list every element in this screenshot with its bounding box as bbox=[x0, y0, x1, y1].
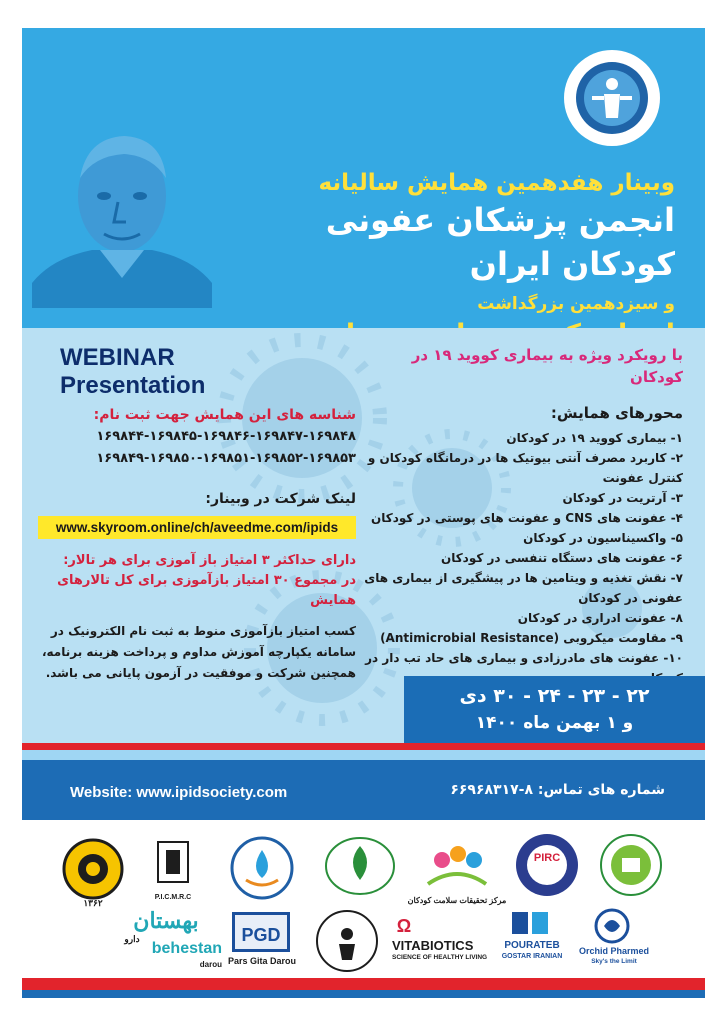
behestan-fa-sub: دارو bbox=[124, 934, 140, 944]
certificate-line-2: سامانه یکپارچه آموزش مداوم و پرداخت هزینه برنامه، bbox=[41, 645, 356, 659]
topic-item: ۴- عفونت های CNS و عفونت های پوستی در کودکان bbox=[371, 511, 683, 525]
certificate-line-3: همچنین شرکت و موفقیت در آزمون پایانی می باشد. bbox=[45, 666, 356, 680]
vitabiotics-icon: Ω bbox=[396, 916, 412, 936]
topic-item: ۵- واکسیناسیون در کودکان bbox=[523, 531, 683, 545]
pediatrics-society-logo bbox=[312, 908, 382, 974]
water-drop-logo bbox=[230, 836, 294, 900]
pouyateb-icon bbox=[510, 910, 550, 936]
pgd-logo: PGD bbox=[232, 912, 290, 952]
sponsor-logos bbox=[22, 826, 705, 978]
topic-item: ۱۰- عفونت های مادرزادی و بیماری های حاد تب دار در bbox=[365, 651, 683, 665]
link-title: لینک شرکت در وبینار: bbox=[205, 491, 356, 507]
topic-item: عفونی در کودکان bbox=[578, 591, 683, 605]
phrc-caption: مرکز تحقیقات سلامت کودکان bbox=[407, 896, 507, 905]
axes-title: محورهای همایش: bbox=[550, 404, 683, 422]
webinar-heading bbox=[60, 344, 205, 400]
focus-statement: با رویکرد ویژه به بیماری کووید ۱۹ در کودکان bbox=[411, 346, 683, 386]
society-seal-logo bbox=[598, 832, 664, 898]
behestan-en-logo: behestan bbox=[151, 940, 222, 957]
society-logo bbox=[562, 48, 662, 148]
certificate-line-1: کسب امتیاز بازآموزی منوط به ثبت نام الکترونیک در bbox=[50, 624, 356, 638]
webinar-link[interactable]: www.skyroom.online/ch/aveedme.com/ipids bbox=[38, 516, 356, 539]
footer-band bbox=[22, 760, 705, 820]
bottom-stripe-blue bbox=[22, 990, 705, 998]
orchid-logo: Orchid Pharmed bbox=[578, 946, 650, 956]
pgd-caption: Pars Gita Darou bbox=[227, 956, 297, 966]
webinar-line-2: Presentation bbox=[60, 372, 206, 399]
topic-item: کنترل عفونت bbox=[602, 471, 683, 485]
content-section bbox=[22, 328, 705, 743]
left-column bbox=[36, 404, 356, 684]
research-center-logo-1 bbox=[62, 838, 124, 900]
year-caption: ۱۳۶۲ bbox=[83, 898, 103, 908]
credit-line-1: دارای حداکثر ۳ امتیاز باز آموزی برای هر تالار: bbox=[63, 553, 356, 568]
portrait-illustration bbox=[32, 118, 212, 308]
bottom-stripe-red bbox=[22, 978, 705, 990]
behestan-fa-logo: بهستان bbox=[133, 908, 199, 933]
behestan-en-sub: darou bbox=[199, 960, 222, 969]
registration-ids-1: ۱۶۹۸۴۴-۱۶۹۸۴۵-۱۶۹۸۴۶-۱۶۹۸۴۷-۱۶۹۸۴۸ bbox=[96, 429, 356, 444]
contact-numbers: شماره های تماس: ۸-۶۶۹۶۸۳۱۷ bbox=[450, 782, 665, 798]
pouyateb-logo: POURATEB bbox=[504, 940, 560, 951]
orchid-icon bbox=[594, 908, 630, 944]
picmrc-logo bbox=[140, 838, 206, 892]
date-line-2: و ۱ بهمن ماه ۱۴۰۰ bbox=[475, 713, 634, 733]
title-line-1: وبینار هفدهمین همایش سالیانه bbox=[318, 170, 675, 196]
date-banner bbox=[404, 676, 705, 743]
topic-item: ۲- کاربرد مصرف آنتی بیوتیک ها در درمانگاه کودکان و bbox=[367, 451, 683, 465]
pirc-logo bbox=[514, 832, 580, 898]
orchid-tagline: Sky's the Limit bbox=[591, 958, 637, 965]
picmrc-caption: P.I.C.M.R.C bbox=[154, 894, 192, 901]
right-column bbox=[363, 344, 683, 688]
phrc-logo bbox=[412, 834, 502, 896]
topic-item: ۶- عفونت های دستگاه تنفسی در کودکان bbox=[440, 551, 683, 565]
poster bbox=[22, 28, 705, 998]
title-line-2: انجمن پزشکان عفونی کودکان ایران bbox=[325, 201, 675, 283]
website-link[interactable]: Website: www.ipidsociety.com bbox=[70, 784, 288, 801]
vitabiotics-tagline: SCIENCE OF HEALTHY LIVING bbox=[392, 954, 488, 961]
vitabiotics-logo: VITABIOTICS bbox=[392, 938, 474, 953]
pouyateb-sub: GOSTAR IRANIAN bbox=[501, 953, 563, 960]
topic-item: ۸- عفونت ادراری در کودکان bbox=[517, 611, 683, 625]
topic-item: ۷- نقش تغذیه و ویتامین ها در پیشگیری از بیماری های bbox=[364, 571, 683, 585]
topic-item: ۱- بیماری کووید ۱۹ در کودکان bbox=[506, 431, 683, 445]
pirc-mark: PIRC bbox=[533, 852, 561, 864]
topic-item: ۹- مقاومت میکروبی (Antimicrobial Resistance) bbox=[380, 631, 683, 645]
topic-item: ۳- آرتریت در کودکان bbox=[562, 491, 683, 505]
hospital-logo bbox=[320, 836, 400, 900]
topic-list bbox=[363, 428, 683, 688]
certificate-text bbox=[36, 621, 356, 684]
title-block bbox=[205, 168, 675, 354]
credit-line-2: در مجموع ۳۰ امتیاز بازآموزی برای کل تالارهای همایش bbox=[57, 573, 356, 608]
title-line-3: و سیزدهمین بزرگداشت bbox=[477, 294, 675, 314]
date-line-1: ۲۲ - ۲۳ - ۲۴ - ۳۰ دی bbox=[459, 685, 650, 707]
header-banner bbox=[22, 28, 705, 328]
registration-ids-2: ۱۶۹۸۴۹-۱۶۹۸۵۰-۱۶۹۸۵۱-۱۶۹۸۵۲-۱۶۹۸۵۳ bbox=[96, 451, 356, 466]
divider-red bbox=[22, 743, 705, 750]
webinar-line-1: WEBINAR bbox=[60, 344, 175, 371]
divider-light bbox=[22, 750, 705, 760]
registration-title: شناسه های این همایش جهت ثبت نام: bbox=[93, 407, 356, 423]
